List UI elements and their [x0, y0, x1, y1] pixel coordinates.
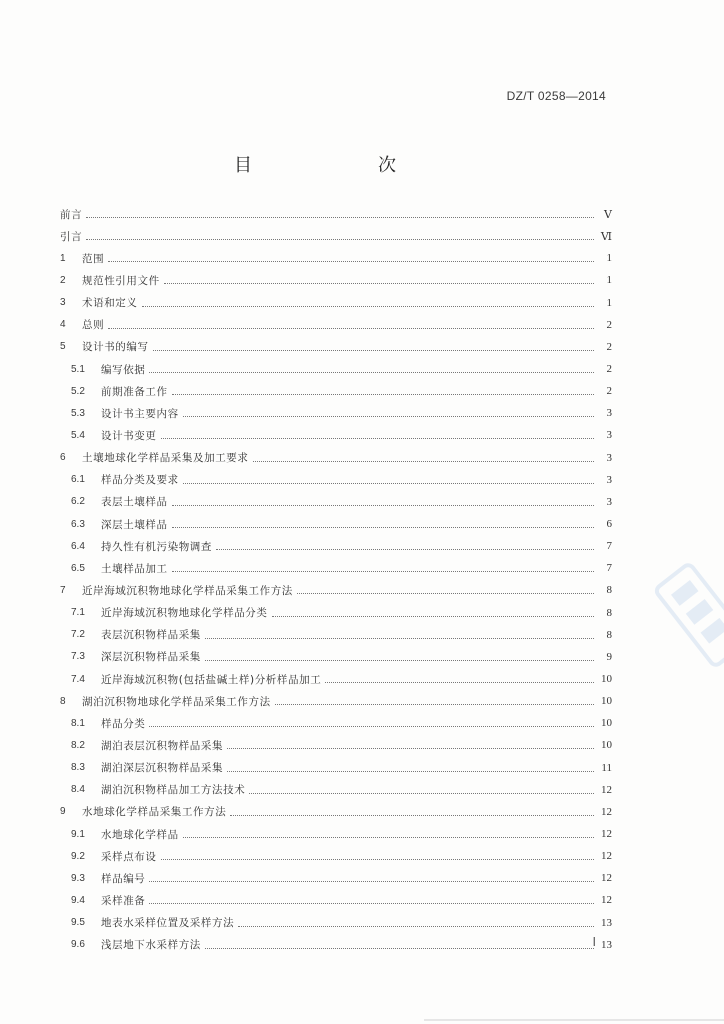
toc-entry[interactable] — [60, 889, 612, 911]
toc-entry-title: 总则 — [82, 319, 105, 332]
toc-entry[interactable] — [60, 934, 612, 956]
toc-entry-page: 6 — [606, 518, 612, 531]
toc-entry-number: 9.2 — [71, 850, 85, 862]
dot-leader — [161, 437, 595, 439]
toc-entry[interactable] — [60, 801, 612, 823]
toc-entry-number: 7 — [60, 584, 66, 596]
toc-entry[interactable] — [60, 469, 612, 491]
toc-entry-title: 近岸海域沉积物(包括盐碱土样)分析样品加工 — [101, 673, 322, 686]
toc-entry-page: 2 — [606, 363, 612, 376]
dot-leader — [272, 615, 595, 617]
toc-entry[interactable] — [60, 380, 612, 402]
toc-entry-title: 采样准备 — [101, 894, 146, 907]
toc-entry-number: 8.1 — [71, 717, 85, 729]
toc-entry-title: 近岸海域沉积物地球化学样品分类 — [101, 607, 268, 620]
dot-leader — [149, 725, 594, 727]
dot-leader — [205, 637, 594, 639]
toc-entry[interactable] — [60, 602, 612, 624]
toc-entry-page: 8 — [606, 584, 612, 597]
toc-entry-page: 12 — [601, 828, 612, 840]
toc-entry[interactable] — [60, 757, 612, 779]
toc-entry-number: 8 — [60, 695, 66, 707]
toc-entry-title: 表层土壤样品 — [101, 496, 168, 509]
toc-entry-page: 12 — [601, 850, 612, 863]
toc-entry-title: 湖泊沉积物样品加工方法技术 — [101, 784, 246, 797]
toc-entry-title: 样品分类及要求 — [101, 474, 179, 487]
toc-entry[interactable] — [60, 491, 612, 513]
toc-entry-number: 5.4 — [71, 429, 85, 441]
toc-entry[interactable] — [60, 690, 612, 712]
toc-entry-title: 深层土壤样品 — [101, 518, 168, 531]
toc-entry-title: 持久性有机污染物调查 — [101, 540, 212, 553]
toc-entry-title: 规范性引用文件 — [82, 274, 160, 287]
toc-entry-number: 7.2 — [71, 629, 85, 641]
toc-entry-page: 12 — [601, 805, 612, 818]
toc-entry-number: 6.2 — [71, 496, 85, 508]
toc-entry-title: 湖泊深层沉积物样品采集 — [101, 762, 224, 775]
dot-leader — [227, 747, 594, 749]
dot-leader — [253, 460, 595, 462]
toc-entry-page: 8 — [606, 628, 612, 641]
toc-entry-number: 6 — [60, 452, 66, 464]
toc-entry-page: 3 — [606, 429, 612, 442]
dot-leader — [297, 592, 594, 594]
dot-leader — [142, 305, 595, 307]
dot-leader — [183, 482, 594, 484]
toc-entry-number: 7.4 — [71, 673, 85, 685]
toc-entry-page: 12 — [601, 872, 612, 885]
dot-leader — [205, 659, 594, 661]
toc-entry-number: 4 — [60, 319, 66, 331]
toc-entry-number: 6.3 — [71, 518, 85, 530]
toc-entry-title: 编写依据 — [101, 363, 146, 376]
toc-entry-page: 8 — [606, 606, 612, 619]
toc-entry-page: Ⅴ — [604, 208, 612, 221]
toc-entry-page: 12 — [601, 894, 612, 907]
toc-entry-number: 2 — [60, 274, 66, 286]
toc-entry-title: 表层沉积物样品采集 — [101, 629, 201, 642]
toc-entry[interactable] — [60, 912, 612, 934]
dot-leader — [161, 858, 595, 860]
toc-entry-title: 湖泊沉积物地球化学样品采集工作方法 — [82, 695, 271, 708]
toc-entry-title: 湖泊表层沉积物样品采集 — [101, 739, 224, 752]
toc-entry-number: 1 — [60, 252, 66, 264]
dot-leader — [86, 216, 594, 218]
toc-entry-title: 样品分类 — [101, 717, 146, 730]
toc-entry-number: 7.3 — [71, 651, 85, 663]
dot-leader — [325, 681, 594, 683]
toc-entry[interactable] — [60, 447, 612, 469]
toc-entry[interactable] — [60, 646, 612, 668]
table-of-contents — [60, 203, 612, 956]
toc-entry[interactable] — [60, 247, 612, 269]
toc-entry-page: 1 — [606, 274, 612, 287]
toc-entry-number: 5.2 — [71, 385, 85, 397]
toc-entry-page: 13 — [601, 938, 612, 951]
dot-leader — [183, 415, 594, 417]
toc-entry-number: 9 — [60, 806, 66, 818]
toc-entry-number: 6.1 — [71, 474, 85, 486]
toc-entry-title: 深层沉积物样品采集 — [101, 651, 201, 664]
toc-entry[interactable] — [60, 845, 612, 867]
toc-entry-page: 2 — [606, 318, 612, 331]
toc-entry[interactable] — [60, 424, 612, 446]
toc-entry-number: 5.1 — [71, 363, 85, 375]
toc-entry-title: 土壤样品加工 — [101, 562, 168, 575]
toc-entry[interactable] — [60, 269, 612, 291]
toc-entry-number: 9.3 — [71, 872, 85, 884]
toc-entry-page: 1 — [606, 296, 612, 309]
toc-entry-page: 10 — [601, 717, 612, 730]
toc-entry-title: 设计书的编写 — [82, 341, 149, 354]
toc-title: 目 次 — [234, 155, 426, 176]
toc-entry-title: 浅层地下水采样方法 — [101, 939, 201, 952]
dot-leader — [227, 770, 594, 772]
toc-entry[interactable] — [60, 358, 612, 380]
dot-leader — [172, 526, 594, 528]
toc-entry-title: 范围 — [82, 252, 105, 265]
toc-entry-title: 样品编号 — [101, 872, 146, 885]
toc-entry[interactable] — [60, 867, 612, 889]
toc-entry-title: 近岸海域沉积物地球化学样品采集工作方法 — [82, 584, 293, 597]
toc-entry-number: 9.4 — [71, 894, 85, 906]
toc-entry[interactable] — [60, 203, 612, 225]
dot-leader — [86, 238, 594, 240]
toc-entry-page: 13 — [601, 916, 612, 929]
toc-entry-number: 6.5 — [71, 562, 85, 574]
toc-entry-title: 水地球化学样品 — [101, 828, 179, 841]
toc-entry[interactable] — [60, 734, 612, 756]
toc-entry-title: 引言 — [60, 230, 83, 243]
dot-leader — [238, 925, 594, 927]
toc-entry-title: 术语和定义 — [82, 297, 138, 310]
toc-entry-page: 9 — [606, 650, 612, 663]
toc-entry-title: 设计书变更 — [101, 429, 157, 442]
scan-edge-line — [424, 1019, 724, 1021]
toc-entry-title: 采样点布设 — [101, 850, 157, 863]
toc-entry-number: 6.4 — [71, 540, 85, 552]
dot-leader — [149, 880, 594, 882]
toc-entry-page: 2 — [606, 340, 612, 353]
dot-leader — [108, 260, 594, 262]
toc-entry-title: 前期准备工作 — [101, 385, 168, 398]
toc-entry-page: 7 — [606, 540, 612, 553]
dot-leader — [230, 814, 594, 816]
dot-leader — [108, 327, 594, 329]
toc-entry-title: 设计书主要内容 — [101, 407, 179, 420]
dot-leader — [172, 504, 594, 506]
toc-entry-title: 土壤地球化学样品采集及加工要求 — [82, 452, 249, 465]
toc-entry[interactable] — [60, 225, 612, 247]
toc-entry-page: 2 — [606, 385, 612, 398]
dot-leader — [149, 371, 594, 373]
dot-leader — [149, 902, 594, 904]
dot-leader — [205, 947, 594, 949]
toc-entry[interactable] — [60, 557, 612, 579]
dot-leader — [153, 349, 594, 351]
page-number: Ⅰ — [592, 935, 596, 949]
toc-entry[interactable] — [60, 292, 612, 314]
dot-leader — [172, 570, 594, 572]
toc-entry-page: 3 — [606, 451, 612, 464]
toc-entry-number: 9.1 — [71, 828, 85, 840]
toc-entry-title: 水地球化学样品采集工作方法 — [82, 806, 227, 819]
toc-entry[interactable] — [60, 402, 612, 424]
watermark-stamp — [644, 553, 724, 677]
dot-leader — [275, 703, 594, 705]
toc-entry[interactable] — [60, 823, 612, 845]
toc-entry[interactable] — [60, 779, 612, 801]
toc-entry-number: 5.3 — [71, 407, 85, 419]
toc-entry-page: 10 — [601, 695, 612, 708]
toc-entry-number: 5 — [60, 341, 66, 353]
dot-leader — [249, 792, 594, 794]
toc-entry[interactable] — [60, 668, 612, 690]
toc-entry-number: 7.1 — [71, 607, 85, 619]
toc-entry[interactable] — [60, 712, 612, 734]
toc-entry-title: 地表水采样位置及采样方法 — [101, 917, 235, 930]
toc-entry-page: 3 — [606, 473, 612, 486]
toc-entry-number: 9.5 — [71, 917, 85, 929]
toc-entry[interactable] — [60, 513, 612, 535]
toc-entry[interactable] — [60, 624, 612, 646]
toc-entry-page: 12 — [601, 783, 612, 796]
toc-entry-page: 10 — [601, 673, 612, 686]
toc-entry-page: Ⅵ — [600, 230, 612, 243]
toc-entry-number: 9.6 — [71, 939, 85, 951]
toc-entry-page: 1 — [606, 252, 612, 265]
dot-leader — [183, 836, 594, 838]
toc-entry-number: 8.3 — [71, 762, 85, 774]
toc-entry-page: 7 — [606, 562, 612, 575]
toc-entry[interactable] — [60, 579, 612, 601]
toc-entry-number: 8.4 — [71, 784, 85, 796]
toc-entry-page: 10 — [601, 739, 612, 752]
toc-entry-page: 11 — [601, 761, 612, 774]
toc-entry-title: 前言 — [60, 208, 83, 221]
dot-leader — [216, 548, 594, 550]
standard-code: DZ/T 0258—2014 — [506, 89, 606, 103]
toc-entry-page: 3 — [606, 495, 612, 508]
dot-leader — [172, 393, 594, 395]
toc-entry-number: 3 — [60, 297, 66, 309]
toc-entry-page: 3 — [606, 407, 612, 420]
toc-entry[interactable] — [60, 336, 612, 358]
toc-entry[interactable] — [60, 314, 612, 336]
toc-entry[interactable] — [60, 535, 612, 557]
dot-leader — [164, 282, 594, 284]
toc-entry-number: 8.2 — [71, 739, 85, 751]
